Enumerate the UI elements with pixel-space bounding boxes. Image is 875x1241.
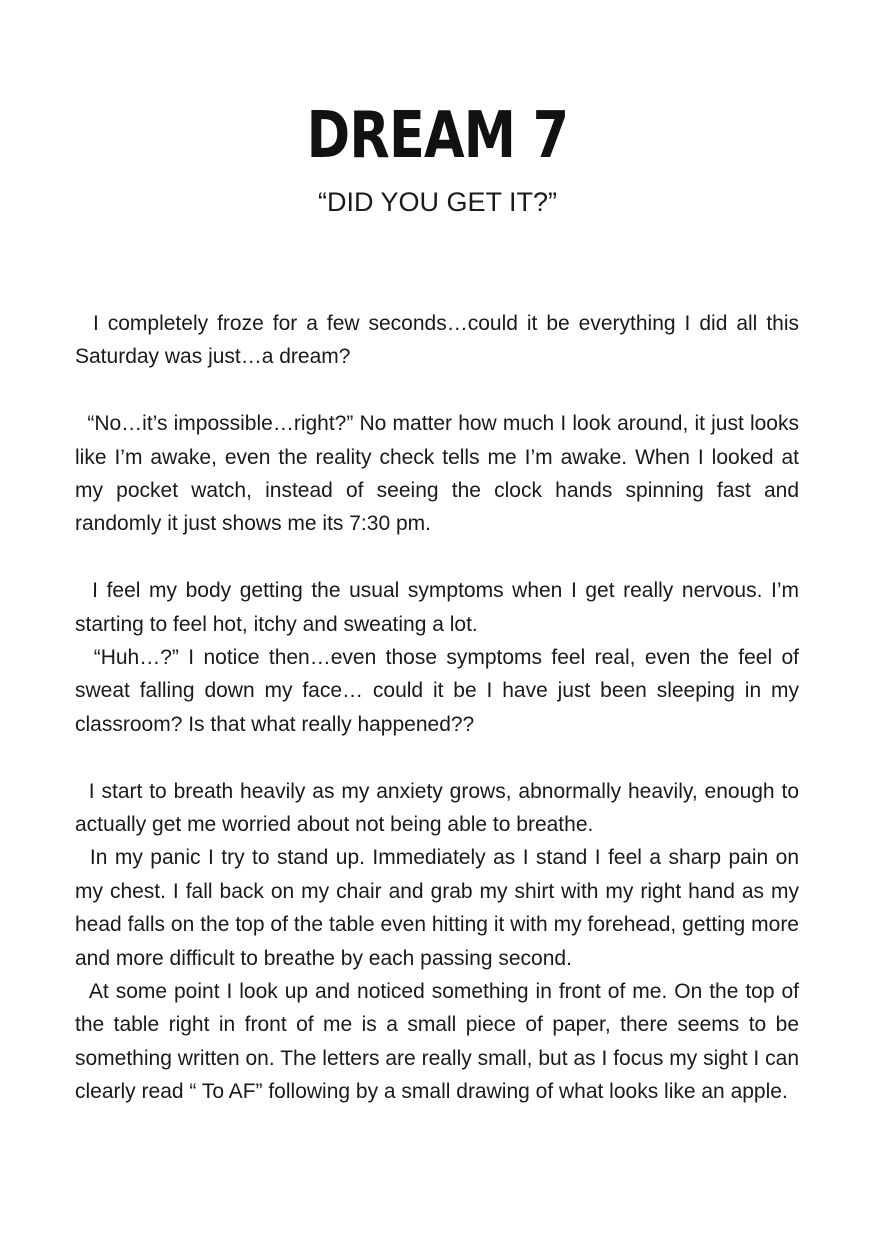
paragraph: I completely froze for a few seconds…could it be everything I did all this Saturday was just…a dream?: [75, 312, 805, 369]
paragraph: At some point I look up and noticed something in front of me. On the top of the table right in front of me is a small piece of paper, there seems to be something written on. The letters are really small, but as I focus my sight I can clearly read “ To AF” following by a small drawing of what looks like an apple.: [75, 980, 805, 1104]
paragraph: I feel my body getting the usual symptoms when I get really nervous. I’m starting to feel hot, itchy and sweating a lot.: [75, 579, 805, 636]
chapter-body: [75, 307, 805, 1109]
paragraph: “No…it’s impossible…right?” No matter how much I look around, it just looks like I’m awake, even the reality check tells me I’m awake. When I looked at my pocket watch, instead of seeing the clock hands spinning fast and randomly it just shows me its 7:30 pm.: [75, 412, 805, 536]
paragraph: In my panic I try to stand up. Immediately as I stand I feel a sharp pain on my chest. I fall back on my chair and grab my shirt with my right hand as my head falls on the top of the table even hitting it with my forehead, getting more and more difficult to breathe by each passing second.: [75, 846, 805, 970]
paragraph: “Huh…?” I notice then…even those symptoms feel real, even the feel of sweat falling down my face… could it be I have just been sleeping in my classroom? Is that what really happened??: [75, 646, 805, 736]
paragraph: I start to breath heavily as my anxiety grows, abnormally heavily, enough to actually get me worried about not being able to breathe.: [75, 779, 805, 837]
chapter-title: DREAM 7: [306, 99, 569, 173]
chapter-subtitle: “DID YOU GET IT?”: [317, 187, 558, 217]
